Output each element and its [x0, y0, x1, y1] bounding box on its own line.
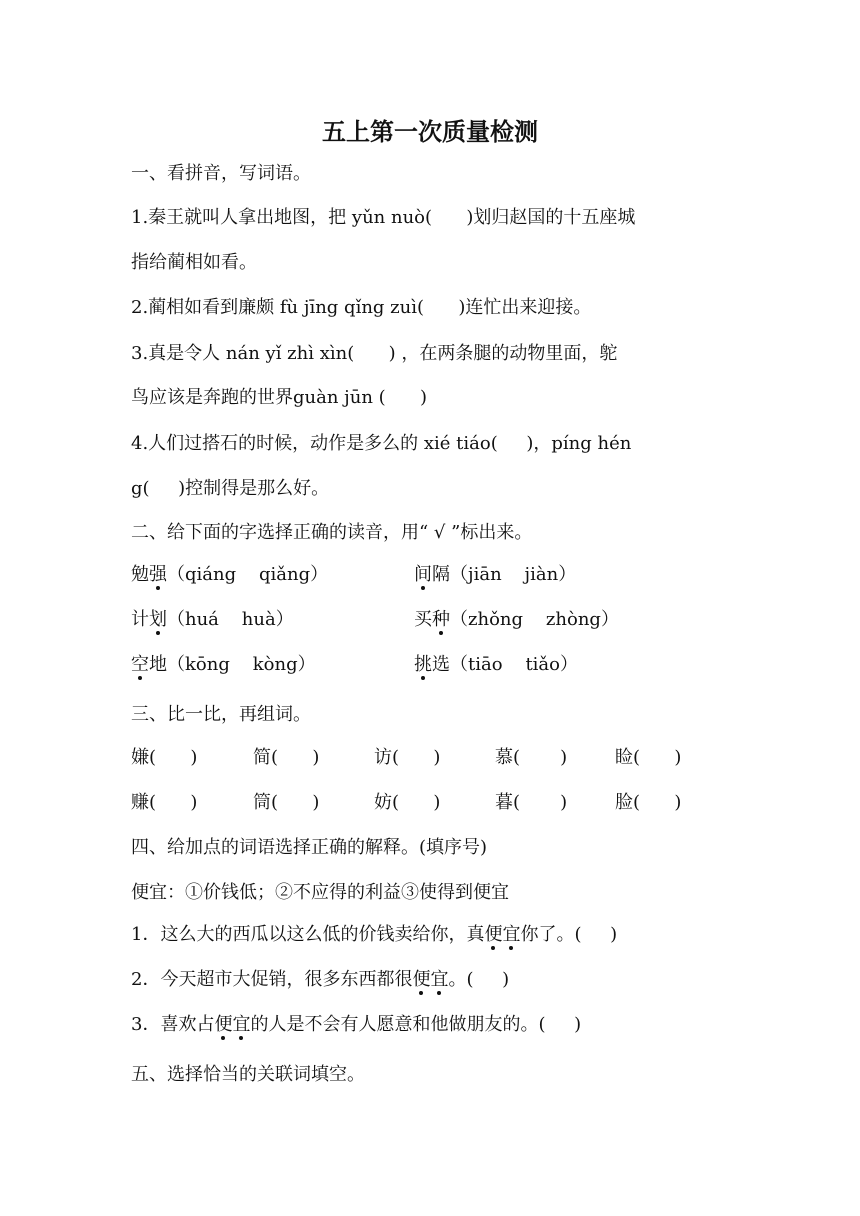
section-5-heading: 五、选择恰当的关联词填空。 [131, 1064, 365, 1085]
section-1-heading: 一、看拼音，写词语。 [131, 163, 311, 184]
word-cell: 赚( ) [131, 792, 198, 813]
pronunciation-item: 勉强（qiáng qiǎng） [131, 564, 329, 585]
dotted-char: 挑 [414, 654, 432, 675]
word-cell: 脸( ) [615, 792, 682, 813]
question-3-line-1: 3.真是令人 nán yǐ zhì xìn( ) ，在两条腿的动物里面，鸵 [131, 343, 618, 364]
question-4-line-2: g( )控制得是那么好。 [131, 478, 330, 499]
question-1-line-1: 1.秦王就叫人拿出地图，把 yǔn nuò( )划归赵国的十五座城 [131, 207, 636, 228]
question-1-line-2: 指给蔺相如看。 [131, 252, 257, 273]
dotted-char: 宜 [502, 924, 521, 945]
pronunciation-item: 挑选（tiāo tiǎo） [414, 654, 579, 675]
section-4-heading: 四、给加点的词语选择正确的解释。(填序号) [131, 837, 488, 858]
question-s4-3: 3．喜欢占便宜的人是不会有人愿意和他做朋友的。( ) [131, 1014, 582, 1035]
dotted-char: 种 [432, 609, 450, 630]
dotted-char: 宜 [430, 969, 449, 990]
page-title: 五上第一次质量检测 [322, 118, 538, 146]
dotted-char: 宜 [232, 1014, 251, 1035]
section-3-heading: 三、比一比，再组词。 [131, 704, 311, 725]
question-4-line-1: 4.人们过搭石的时候，动作是多么的 xié tiáo( )，píng hén [131, 433, 632, 454]
question-3-line-2: 鸟应该是奔跑的世界guàn jūn ( ) [131, 387, 428, 408]
dotted-char: 便 [412, 969, 431, 990]
word-cell: 嫌( ) [131, 747, 198, 768]
dotted-char: 划 [149, 609, 167, 630]
pronunciation-item: 间隔（jiān jiàn） [414, 564, 577, 585]
dotted-char: 强 [149, 564, 167, 585]
section-2-heading: 二、给下面的字选择正确的读音，用“ √ ”标出来。 [131, 522, 533, 543]
word-cell: 暮( ) [495, 792, 568, 813]
question-s4-2: 2．今天超市大促销，很多东西都很便宜。( ) [131, 969, 510, 990]
word-cell: 筒( ) [253, 792, 320, 813]
word-cell: 简( ) [253, 747, 320, 768]
dotted-char: 空 [131, 654, 149, 675]
question-s4-1: 1．这么大的西瓜以这么低的价钱卖给你，真便宜你了。( ) [131, 924, 618, 945]
word-cell: 访( ) [374, 747, 441, 768]
dotted-char: 间 [414, 564, 432, 585]
definition-line: 便宜：①价钱低；②不应得的利益③使得到便宜 [131, 882, 509, 903]
question-2: 2.蔺相如看到廉颇 fù jīng qǐng zuì( )连忙出来迎接。 [131, 297, 592, 318]
word-cell: 睑( ) [615, 747, 682, 768]
word-cell: 慕( ) [495, 747, 568, 768]
pronunciation-item: 空地（kōng kòng） [131, 654, 316, 675]
pronunciation-item: 计划（huá huà） [131, 609, 294, 630]
dotted-char: 便 [484, 924, 503, 945]
pronunciation-item: 买种（zhǒng zhòng） [414, 609, 619, 630]
word-cell: 妨( ) [374, 792, 441, 813]
dotted-char: 便 [214, 1014, 233, 1035]
